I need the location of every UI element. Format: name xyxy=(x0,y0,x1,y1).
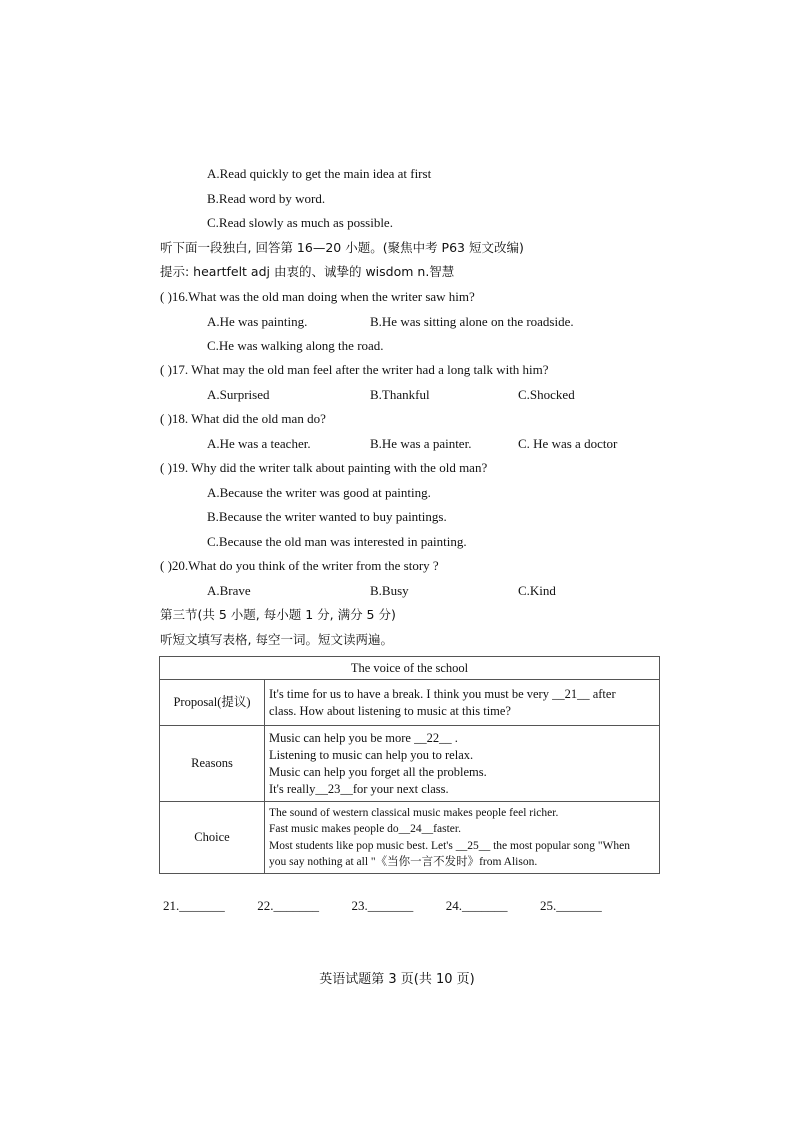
table-line: you say nothing at all "《当你一言不发时》from Alison. xyxy=(269,856,538,868)
page-footer: 英语试题第 3 页(共 10 页) xyxy=(319,972,475,987)
table-title: The voice of the school xyxy=(160,657,660,680)
table-line: Music can help you be more __22__ . xyxy=(269,730,458,745)
table-line: Music can help you forget all the problems. xyxy=(269,764,487,779)
q19-option-a: A.Because the writer was good at painting. xyxy=(207,485,431,500)
table-line: It's really__23__for your next class. xyxy=(269,781,449,796)
section-3-title: 第三节(共 5 小题, 每小题 1 分, 满分 5 分) xyxy=(160,607,396,622)
q15-option-c: C.Read slowly as much as possible. xyxy=(207,215,393,230)
q16-option-a: A.He was painting. xyxy=(207,314,308,329)
q17-option-a: A.Surprised xyxy=(207,387,270,402)
q15-option-a: A.Read quickly to get the main idea at first xyxy=(207,166,432,181)
q20-option-c: C.Kind xyxy=(518,583,556,598)
q16-option-b: B.He was sitting alone on the roadside. xyxy=(370,314,574,329)
question-20: ( )20.What do you think of the writer from the story ? xyxy=(160,558,439,573)
q20-option-a: A.Brave xyxy=(207,583,251,598)
section-3-instruction: 听短文填写表格, 每空一词。短文读两遍。 xyxy=(160,632,393,647)
table-line: Fast music makes people do__24__faster. xyxy=(269,823,461,835)
row-label-reasons: Reasons xyxy=(160,726,265,802)
vocabulary-hint: 提示: heartfelt adj 由衷的、诚挚的 wisdom n.智慧 xyxy=(160,264,455,279)
q18-option-b: B.He was a painter. xyxy=(370,436,472,451)
section-instruction: 听下面一段独白, 回答第 16—20 小题。(聚焦中考 P63 短文改编) xyxy=(160,240,524,255)
table-line: The sound of western classical music makes people feel richer. xyxy=(269,806,559,819)
q17-option-c: C.Shocked xyxy=(518,387,575,402)
answer-blank-25[interactable]: 25._______ xyxy=(540,898,602,913)
table-line: Most students like pop music best. Let's __25__ the most popular song "When xyxy=(269,839,630,852)
question-16: ( )16.What was the old man doing when the writer saw him? xyxy=(160,289,475,304)
answer-blank-24[interactable]: 24._______ xyxy=(445,898,508,913)
row-label-choice: Choice xyxy=(160,802,265,874)
table-line: Listening to music can help you to relax. xyxy=(269,747,474,762)
q17-option-b: B.Thankful xyxy=(370,387,430,402)
voice-of-school-table xyxy=(159,656,660,874)
q20-option-b: B.Busy xyxy=(370,583,409,598)
table-line: class. How about listening to music at this time? xyxy=(269,703,511,718)
question-19: ( )19. Why did the writer talk about painting with the old man? xyxy=(160,460,488,475)
q16-option-c: C.He was walking along the road. xyxy=(207,338,384,353)
answer-blank-22[interactable]: 22._______ xyxy=(257,898,319,913)
q18-option-a: A.He was a teacher. xyxy=(207,436,311,451)
q19-option-b: B.Because the writer wanted to buy paintings. xyxy=(207,509,447,524)
q18-option-c: C. He was a doctor xyxy=(518,436,618,451)
row-label-proposal: Proposal(提议) xyxy=(160,680,265,726)
table-line: It's time for us to have a break. I think you must be very __21__ after xyxy=(269,686,616,701)
row-content-proposal xyxy=(265,680,660,726)
row-content-choice xyxy=(265,802,660,874)
question-18: ( )18. What did the old man do? xyxy=(160,411,326,426)
row-content-reasons xyxy=(265,726,660,802)
answer-blanks xyxy=(163,898,631,914)
question-17: ( )17. What may the old man feel after the writer had a long talk with him? xyxy=(160,362,549,377)
q15-option-b: B.Read word by word. xyxy=(207,191,326,206)
q19-option-c: C.Because the old man was interested in painting. xyxy=(207,534,467,549)
answer-blank-23[interactable]: 23._______ xyxy=(351,898,414,913)
answer-blank-21[interactable]: 21._______ xyxy=(163,898,225,913)
